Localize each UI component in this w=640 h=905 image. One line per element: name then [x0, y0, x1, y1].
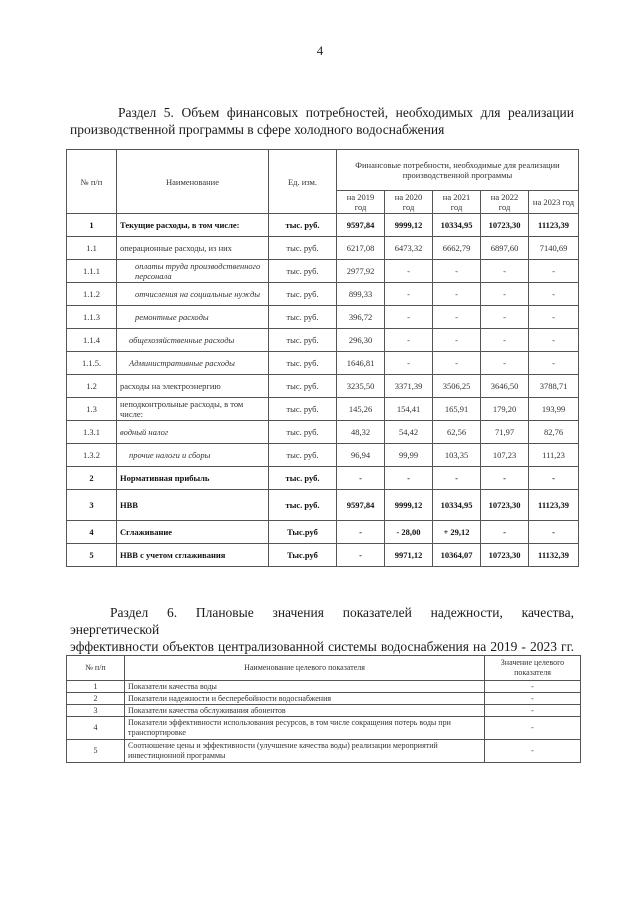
row-value: 103,35	[433, 444, 481, 467]
row-unit: тыс. руб.	[269, 467, 337, 490]
section6-title-line2: эффективности объектов централизованной системы водоснабжения на 2019 - 2023 гг.	[70, 639, 574, 654]
section6-title-line1: Раздел 6. Плановые значения показателей надежности, качества, энергетической	[70, 605, 574, 637]
table-row	[67, 283, 579, 306]
header-value: Значение целевого показателя	[485, 656, 581, 681]
row-unit: тыс. руб.	[269, 329, 337, 352]
row-value: 62,56	[433, 421, 481, 444]
row-unit: тыс. руб.	[269, 421, 337, 444]
row-value: -	[481, 260, 529, 283]
row-num: 1.3.2	[67, 444, 117, 467]
row-name: Показатели надежности и бесперебойности водоснабжения	[125, 693, 485, 705]
header-year: на 2023 год	[529, 191, 579, 214]
row-value: -	[529, 352, 579, 375]
row-value: -	[481, 329, 529, 352]
row-value: 9999,12	[385, 214, 433, 237]
row-name: водный налог	[117, 421, 269, 444]
row-value: 296,30	[337, 329, 385, 352]
row-value: 11123,39	[529, 214, 579, 237]
row-num: 4	[67, 521, 117, 544]
row-value: -	[337, 521, 385, 544]
row-value: 3235,50	[337, 375, 385, 398]
row-value: -	[385, 306, 433, 329]
table-row	[67, 260, 579, 283]
row-value: 9597,84	[337, 490, 385, 521]
row-value: 6662,79	[433, 237, 481, 260]
table-row	[67, 717, 581, 740]
header-num: № п/п	[67, 656, 125, 681]
row-unit: тыс. руб.	[269, 306, 337, 329]
row-value: 10723,30	[481, 544, 529, 567]
table-row	[67, 740, 581, 763]
row-unit: тыс. руб.	[269, 490, 337, 521]
row-value: 6473,32	[385, 237, 433, 260]
row-value: + 29,12	[433, 521, 481, 544]
row-value: 9971,12	[385, 544, 433, 567]
row-value: 154,41	[385, 398, 433, 421]
row-value: 899,33	[337, 283, 385, 306]
row-value: -	[337, 544, 385, 567]
row-num: 2	[67, 467, 117, 490]
row-value: -	[529, 283, 579, 306]
row-value: 10334,95	[433, 490, 481, 521]
row-value: 48,32	[337, 421, 385, 444]
table-row	[67, 421, 579, 444]
row-num: 5	[67, 544, 117, 567]
row-value: -	[481, 467, 529, 490]
header-num: № п/п	[67, 150, 117, 214]
page-number: 4	[316, 43, 324, 58]
table-row	[67, 521, 579, 544]
row-value: 3788,71	[529, 375, 579, 398]
header-year: на 2021 год	[433, 191, 481, 214]
row-value: -	[385, 467, 433, 490]
row-unit: тыс. руб.	[269, 375, 337, 398]
row-value: -	[481, 521, 529, 544]
row-value: 11132,39	[529, 544, 579, 567]
row-value: -	[433, 467, 481, 490]
row-value: 1646,81	[337, 352, 385, 375]
row-value: -	[433, 329, 481, 352]
row-num: 1	[67, 681, 125, 693]
row-name: операционные расходы, из них	[117, 237, 269, 260]
table-row	[67, 467, 579, 490]
table-row	[67, 237, 579, 260]
row-value: -	[433, 306, 481, 329]
row-value: 2977,92	[337, 260, 385, 283]
row-value: -	[485, 740, 581, 763]
row-name: НВВ с учетом сглаживания	[117, 544, 269, 567]
table-row	[67, 398, 579, 421]
row-value: -	[433, 352, 481, 375]
row-name: Показатели эффективности использования ресурсов, в том числе сокращения потерь воды при транспортировке	[125, 717, 485, 740]
row-value: -	[337, 467, 385, 490]
table-row	[67, 306, 579, 329]
row-num: 5	[67, 740, 125, 763]
section6-title	[70, 604, 574, 655]
row-value: -	[385, 283, 433, 306]
row-value: 3646,50	[481, 375, 529, 398]
row-unit: тыс. руб.	[269, 260, 337, 283]
row-value: -	[529, 467, 579, 490]
row-value: -	[485, 693, 581, 705]
row-name: ремонтные расходы	[117, 306, 269, 329]
section5-title-line2: производственной программы в сфере холодного водоснабжения	[70, 122, 445, 137]
row-num: 1	[67, 214, 117, 237]
table-row	[67, 544, 579, 567]
row-value: 10723,30	[481, 490, 529, 521]
row-name: Текущие расходы, в том числе:	[117, 214, 269, 237]
row-num: 1.1.4	[67, 329, 117, 352]
row-value: 179,20	[481, 398, 529, 421]
row-unit: тыс. руб.	[269, 283, 337, 306]
table-row	[67, 693, 581, 705]
target-indicators-table	[66, 655, 581, 763]
row-value: 145,26	[337, 398, 385, 421]
row-value: -	[529, 306, 579, 329]
table-row	[67, 681, 581, 693]
row-num: 1.2	[67, 375, 117, 398]
row-name: неподконтрольные расходы, в том числе:	[117, 398, 269, 421]
row-name: общехозяйственные расходы	[117, 329, 269, 352]
row-num: 1.1.5.	[67, 352, 117, 375]
row-name: Нормативная прибыль	[117, 467, 269, 490]
row-num: 1.1.1	[67, 260, 117, 283]
row-value: -	[529, 260, 579, 283]
row-unit: тыс. руб.	[269, 444, 337, 467]
row-name: Показатели качества воды	[125, 681, 485, 693]
row-value: -	[481, 283, 529, 306]
table-row	[67, 329, 579, 352]
row-num: 1.3.1	[67, 421, 117, 444]
header-year: на 2022 год	[481, 191, 529, 214]
row-unit: Тыс.руб	[269, 521, 337, 544]
row-value: 10364,07	[433, 544, 481, 567]
row-value: -	[385, 329, 433, 352]
row-name: Показатели качества обслуживания абонентов	[125, 705, 485, 717]
table-row	[67, 214, 579, 237]
row-value: 165,91	[433, 398, 481, 421]
row-value: -	[529, 521, 579, 544]
row-value: 10334,95	[433, 214, 481, 237]
row-name: Сглаживание	[117, 521, 269, 544]
row-name: прочие налоги и сборы	[117, 444, 269, 467]
row-name: расходы на электроэнергию	[117, 375, 269, 398]
row-value: 107,23	[481, 444, 529, 467]
header-unit: Ед. изм.	[269, 150, 337, 214]
row-num: 3	[67, 705, 125, 717]
table-row	[67, 444, 579, 467]
row-name: Административные расходы	[117, 352, 269, 375]
row-value: -	[385, 352, 433, 375]
section5-title	[70, 104, 574, 138]
row-value: -	[385, 260, 433, 283]
row-value: 7140,69	[529, 237, 579, 260]
row-unit: Тыс.руб	[269, 544, 337, 567]
row-name: НВВ	[117, 490, 269, 521]
row-value: 82,76	[529, 421, 579, 444]
row-name: Соотношение цены и эффективности (улучшение качества воды) реализации мероприятий инвестиционной программы	[125, 740, 485, 763]
header-name: Наименование	[117, 150, 269, 214]
row-value: -	[485, 681, 581, 693]
row-value: -	[529, 329, 579, 352]
row-value: 54,42	[385, 421, 433, 444]
row-value: 111,23	[529, 444, 579, 467]
row-value: 99,99	[385, 444, 433, 467]
row-value: 3506,25	[433, 375, 481, 398]
table-row	[67, 352, 579, 375]
row-value: 6217,08	[337, 237, 385, 260]
header-year: на 2020 год	[385, 191, 433, 214]
row-value: 193,99	[529, 398, 579, 421]
row-value: 71,97	[481, 421, 529, 444]
row-value: 9597,84	[337, 214, 385, 237]
row-unit: тыс. руб.	[269, 352, 337, 375]
row-value: -	[485, 717, 581, 740]
row-num: 1.1.3	[67, 306, 117, 329]
row-value: -	[485, 705, 581, 717]
row-value: -	[433, 283, 481, 306]
row-num: 4	[67, 717, 125, 740]
row-value: 10723,30	[481, 214, 529, 237]
row-num: 1.3	[67, 398, 117, 421]
table-row	[67, 705, 581, 717]
table-row	[67, 490, 579, 521]
header-name: Наименование целевого показателя	[125, 656, 485, 681]
row-value: 396,72	[337, 306, 385, 329]
row-value: -	[433, 260, 481, 283]
row-num: 3	[67, 490, 117, 521]
row-num: 1.1.2	[67, 283, 117, 306]
row-value: 9999,12	[385, 490, 433, 521]
row-num: 1.1	[67, 237, 117, 260]
row-value: 11123,39	[529, 490, 579, 521]
row-value: 6897,60	[481, 237, 529, 260]
row-value: 3371,39	[385, 375, 433, 398]
row-unit: тыс. руб.	[269, 398, 337, 421]
row-value: -	[481, 352, 529, 375]
row-name: отчисления на социальные нужды	[117, 283, 269, 306]
row-value: -	[481, 306, 529, 329]
financial-needs-table	[66, 149, 579, 567]
row-unit: тыс. руб.	[269, 237, 337, 260]
header-group: Финансовые потребности, необходимые для реализации производственной программы	[337, 150, 579, 191]
row-value: 96,94	[337, 444, 385, 467]
section5-title-line1: Раздел 5. Объем финансовых потребностей, необходимых для реализации	[118, 105, 574, 120]
row-name: оплаты труда производственного персонала	[117, 260, 269, 283]
row-num: 2	[67, 693, 125, 705]
row-unit: тыс. руб.	[269, 214, 337, 237]
table-row	[67, 375, 579, 398]
row-value: - 28,00	[385, 521, 433, 544]
header-year: на 2019 год	[337, 191, 385, 214]
